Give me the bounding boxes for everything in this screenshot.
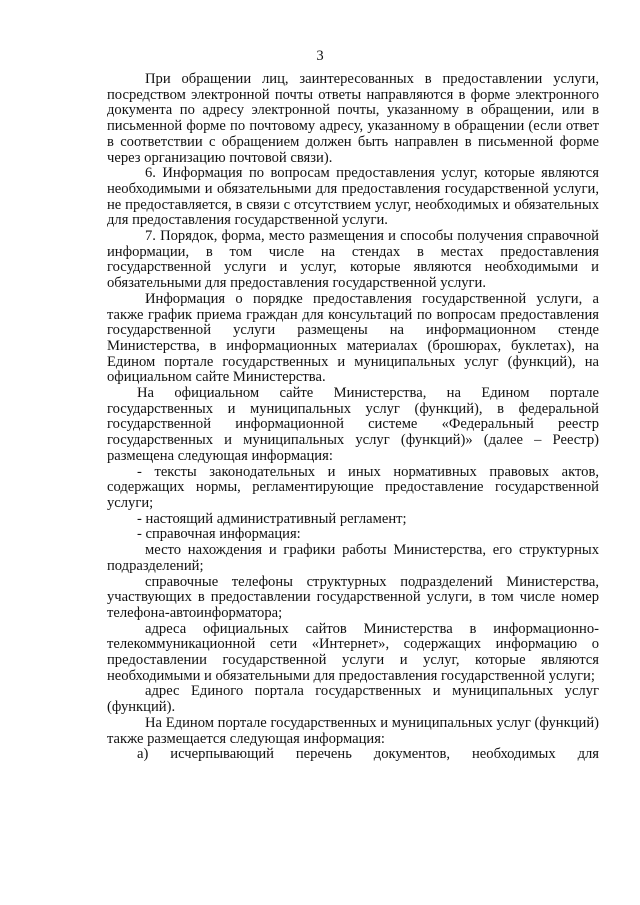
paragraph-item-7: 7. Порядок, форма, место размещения и способы получения справочной информации, в том числе на стендах в местах предоставления государственной услуги и услуг, которые являются необходимыми и обязательными для предоставления государственной услуги. <box>107 228 599 292</box>
paragraph-portal-info: На Едином портале государственных и муниципальных услуг (функций) также размещается следующая информация: <box>107 714 599 747</box>
paragraph-info-placement: Информация о порядке предоставления государственной услуги, а также график приема граждан для консультаций по вопросам предоставления государственной услуги размещены на информационном стенде Министерства, в информационных материалах (брошюрах, буклетах), на Едином портале государственных и муниципальных услуг (функций), на официальном сайте Министерства. <box>107 290 599 386</box>
document-body <box>107 72 599 763</box>
page-number: 3 <box>316 48 324 64</box>
list-item-location: место нахождения и графики работы Министерства, его структурных подразделений; <box>107 542 599 574</box>
list-item-legal-acts: - тексты законодательных и иных нормативных правовых актов, содержащих нормы, регламентирующие предоставление государственной услуги; <box>107 463 599 511</box>
list-item-portal-address: адрес Единого портала государственных и муниципальных услуг (функций). <box>107 683 599 716</box>
list-item-regulation: - настоящий административный регламент; <box>137 510 407 527</box>
list-item-a: а) исчерпывающий перечень документов, необходимых для <box>137 746 599 763</box>
paragraph-item-6: 6. Информация по вопросам предоставления услуг, которые являются необходимыми и обязательными для предоставления государственной услуги, не предоставляется, в связи с отсутствием услуг, необходимых и обязательных для предоставления государственной услуги. <box>107 165 599 229</box>
paragraph-official-site: На официальном сайте Министерства, на Едином портале государственных и муниципальных услуг (функций), в федеральной государственной информационной системе «Федеральный реестр государственных и муниципальных услуг (функций)» (далее – Реестр) размещена следующая информация: <box>107 385 599 464</box>
list-item-websites: адреса официальных сайтов Министерства в информационно-телекоммуникационной сети «Интернет», содержащих информацию о предоставлении государственной услуги и услуг, которые являются необходимыми и обязательными для предоставления государственной услуги; <box>107 620 599 684</box>
list-item-reference-info: - справочная информация: <box>137 526 301 543</box>
paragraph-email-responses: При обращении лиц, заинтересованных в предоставлении услуги, посредством электронной почты ответы направляются в форме электронного документа по адресу электронной почты, указанному в обращении, или в письменной форме по почтовому адресу, указанному в обращении (если ответ в соответствии с обращением должен быть направлен в письменной форме через организацию почтовой связи). <box>107 71 599 166</box>
list-item-phones: справочные телефоны структурных подразделений Министерства, участвующих в предоставлении государственной услуги, в том числе номер телефона-автоинформатора; <box>107 573 599 621</box>
